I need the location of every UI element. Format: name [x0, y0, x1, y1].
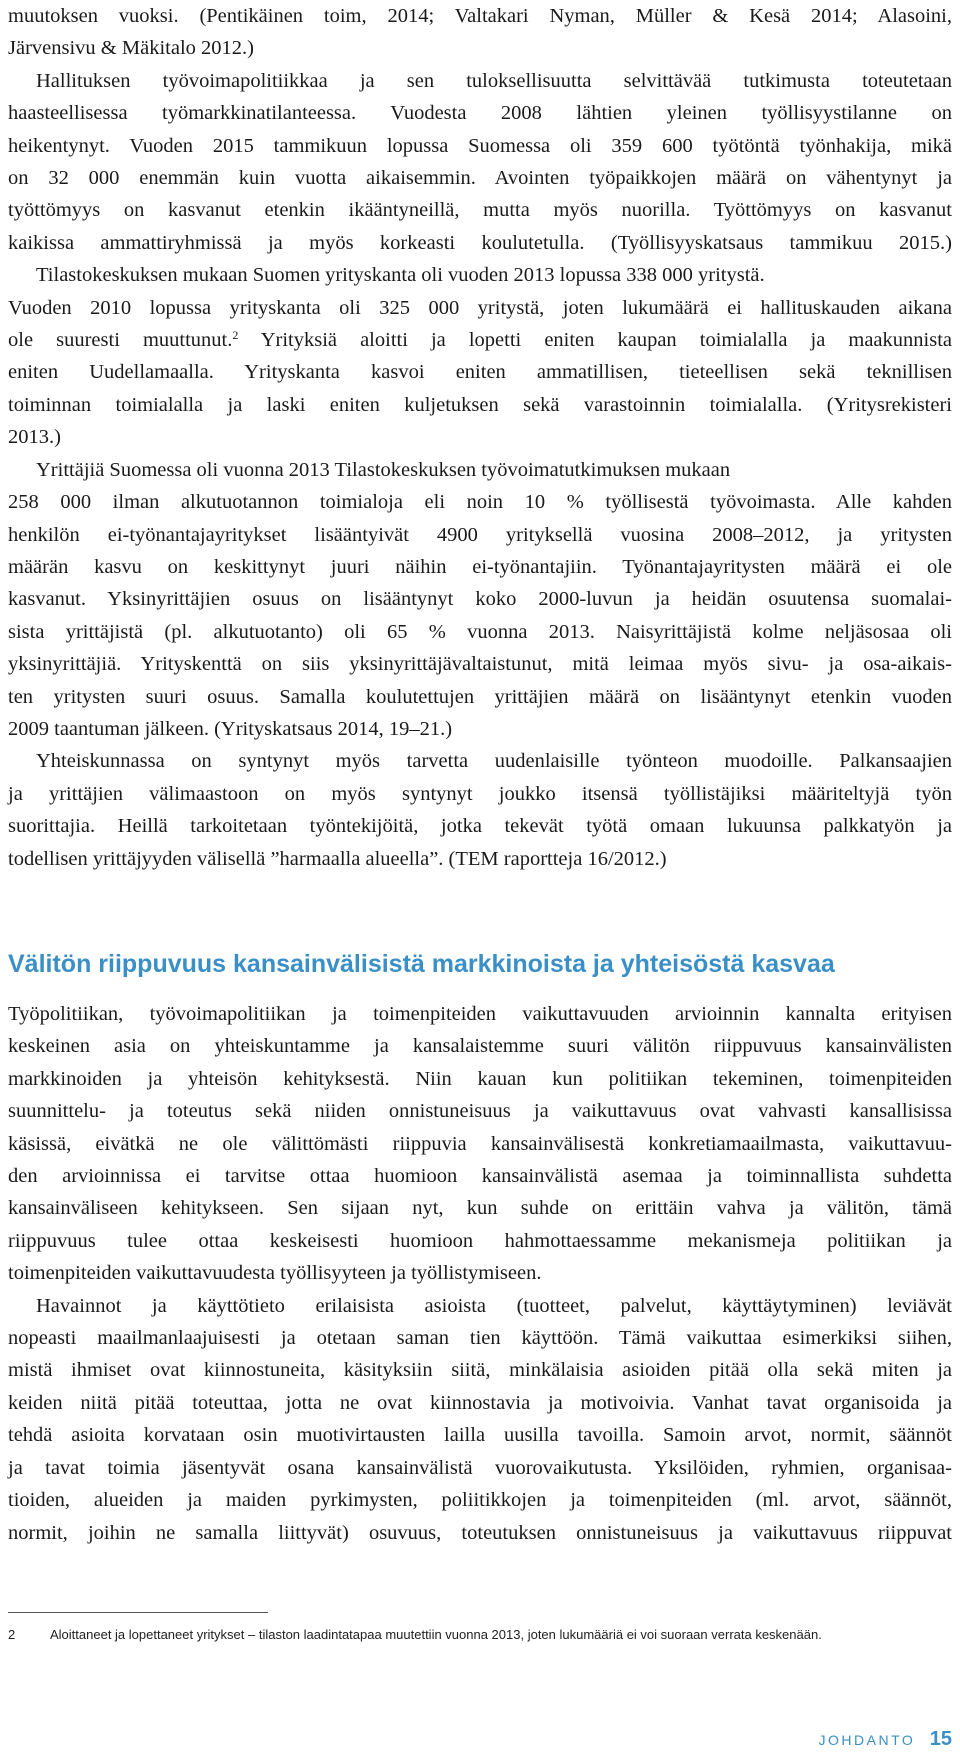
text-line: sista yrittäjistä (pl. alkutuotanto) oli 65 % vuonna 2013. Naisyrittäjistä kolme neljäsosaa oli — [8, 620, 952, 643]
section-heading: Välitön riippuvuus kansainvälisistä markkinoista ja yhteisöstä kasvaa — [8, 950, 835, 978]
text-line: muutoksen vuoksi. (Pentikäinen toim, 2014; Valtakari Nyman, Müller & Kesä 2014; Alasoini, — [8, 5, 952, 27]
paragraph-1 — [8, 0, 952, 65]
text-line: kansainväliseen kehitykseen. Sen sijaan nyt, kun suhde on erittäin vahva ja välitön, tämä — [8, 1197, 952, 1220]
text-line: den arvioinnissa ei tarvitse ottaa huomioon kansainvälistä asemaa ja toiminnallista suhdetta — [8, 1165, 952, 1188]
text-line: kasvanut. Yksinyrittäjien osuus on lisääntynyt koko 2000-luvun ja heidän osuutensa suomalai- — [8, 588, 952, 611]
text-line: haasteellisessa työmarkkinatilanteessa. Vuodesta 2008 lähtien yleinen työllisyystilanne on — [8, 102, 952, 125]
text-line: ja yrittäjien välimaastoon on myös syntynyt joukko itsensä työllistäjiksi määriteltyjä työn — [8, 782, 952, 805]
running-section-name: JOHDANTO — [818, 1732, 916, 1748]
text-line: eniten Uudellamaalla. Yrityskanta kasvoi eniten ammatillisen, tieteellisen sekä teknillisen — [8, 361, 952, 384]
text-line: henkilön ei-työnantajayritykset lisääntyivät 4900 yrityksellä vuosina 2008–2012, ja yritysten — [8, 523, 952, 546]
text-line: Järvensivu & Mäkitalo 2012.) — [8, 37, 254, 60]
text-line: 2009 taantuman jälkeen. (Yrityskatsaus 2014, 19–21.) — [8, 717, 453, 740]
text-line — [8, 324, 952, 356]
paragraph-3 — [8, 259, 952, 453]
text-line: todellisen yrittäjyyden välisellä ”harmaalla alueella”. (TEM raportteja 16/2012.) — [8, 847, 667, 870]
text-line: ja tavat toimia jäsentyvät osana kansainvälistä vuorovaikutusta. Yksilöiden, ryhmien, organisaa- — [8, 1456, 952, 1479]
text-line: 2013.) — [8, 426, 61, 449]
text-line: Työpolitiikan, työvoimapolitiikan ja toimenpiteiden vaikuttavuuden arvioinnin kannalta erityisen — [8, 1003, 952, 1025]
text-line: käsissä, eivätkä ne ole välittömästi riippuvia kansainvälisestä konkretiamaailmasta, vaikuttavuu- — [8, 1132, 952, 1155]
section-text — [8, 998, 952, 1549]
text-line: suunnittelu- ja toteutus sekä niiden onnistuneisuus ja vaikuttavuus ovat vahvasti kansallisissa — [8, 1100, 952, 1123]
paragraph-4 — [8, 454, 952, 746]
footnote — [8, 1626, 952, 1644]
text-fragment: Yrityksiä aloitti ja lopetti eniten kaupan toimialalla ja maakunnista — [238, 329, 952, 352]
paragraph-5 — [8, 745, 952, 875]
footnote-reference[interactable]: 2 — [232, 328, 239, 343]
footnote-text: Aloittaneet ja lopettaneet yritykset – tilaston laadintatapaa muutettiin vuonna 2013, joten lukumääriä ei voi suoraan verrata keskenään. — [50, 1627, 822, 1642]
footnote-divider — [8, 1612, 268, 1613]
main-text — [8, 0, 952, 875]
text-line: nopeasti maailmanlaajuisesti ja otetaan saman tien käyttöön. Tämä vaikuttaa esimerkiksi siihen, — [8, 1327, 952, 1350]
text-line: Yrittäjiä Suomessa oli vuonna 2013 Tilastokeskuksen työvoimatutkimuksen mukaan — [36, 458, 731, 481]
paragraph-2 — [8, 65, 952, 259]
text-line: tioiden, alueiden ja maiden pyrkimysten, poliitikkojen ja toimenpiteiden (ml. arvot, säännöt, — [8, 1489, 952, 1512]
footnote-number: 2 — [8, 1627, 16, 1642]
text-line: keiden niitä pitää toteuttaa, jotta ne ovat kiinnostavia ja motivoivia. Vanhat tavat organisoida ja — [8, 1391, 952, 1414]
text-line: Yhteiskunnassa on syntynyt myös tarvetta uudenlaisille työnteon muodoille. Palkansaajien — [36, 750, 952, 773]
section-paragraph-2 — [8, 1290, 952, 1549]
text-line: 258 000 ilman alkutuotannon toimialoja eli noin 10 % työllisestä työvoimasta. Alle kahden — [8, 491, 952, 514]
text-fragment: ole suuresti muuttunut. — [8, 329, 233, 352]
section-paragraph-1 — [8, 998, 952, 1290]
page-number: 15 — [929, 1728, 952, 1750]
text-line: Vuoden 2010 lopussa yrityskanta oli 325 000 yritystä, joten lukumäärä ei hallituskauden aikana — [8, 296, 952, 319]
text-line: Tilastokeskuksen mukaan Suomen yrityskanta oli vuoden 2013 lopussa 338 000 yritystä. — [36, 264, 765, 287]
text-line: toimenpiteiden vaikuttavuudesta työllisyyteen ja työllistymiseen. — [8, 1262, 542, 1285]
text-line: riippuvuus tulee ottaa keskeisesti huomioon hahmottaessamme mekanismeja politiikan ja — [8, 1229, 952, 1252]
text-line: markkinoiden ja yhteisön kehityksestä. Niin kauan kun politiikan tekeminen, toimenpiteiden — [8, 1067, 952, 1090]
text-line: Hallituksen työvoimapolitiikkaa ja sen tuloksellisuutta selvittävää tutkimusta toteutetaan — [36, 69, 952, 92]
text-line: keskeinen asia on yhteiskuntamme ja kansalaistemme suuri välitön riippuvuus kansainvälisten — [8, 1035, 952, 1058]
text-line: heikentynyt. Vuoden 2015 tammikuun lopussa Suomessa oli 359 600 työtöntä työnhakija, mikä — [8, 134, 952, 157]
text-line: normit, joihin ne samalla liittyvät) osuvuus, toteutuksen onnistuneisuus ja vaikuttavuus riippuvat — [8, 1521, 952, 1544]
text-line: tehdä asioita korvataan osin muotivirtausten lailla uusilla tavoilla. Samoin arvot, normit, säännöt — [8, 1424, 952, 1447]
text-line: yksinyrittäjiä. Yrityskenttä on siis yksinyrittäjävaltaistunut, mitä leimaa myös sivu- ja osa-aikais- — [8, 653, 952, 676]
text-line: mistä ihmiset ovat kiinnostuneita, käsityksiin siitä, minkälaisia asioiden pitää olla sekä miten ja — [8, 1359, 952, 1382]
text-line: kaikissa ammattiryhmissä ja myös korkeasti koulutetulla. (Työllisyyskatsaus tammikuu 2015.) — [8, 231, 952, 254]
text-line: määrän kasvu on keskittynyt juuri näihin ei-työnantajiin. Työnantajayritysten määrä ei ole — [8, 555, 952, 578]
text-line: ten yritysten suuri osuus. Samalla koulutettujen yrittäjien määrä on lisääntynyt etenkin vuoden — [8, 685, 952, 708]
text-line: on 32 000 enemmän kuin vuotta aikaisemmin. Avointen työpaikkojen määrä on vähentynyt ja — [8, 167, 952, 190]
page-footer — [819, 1728, 952, 1751]
text-line: suorittajia. Heillä tarkoitetaan työntekijöitä, jotka tekevät työtä omaan lukuunsa palkkatyön ja — [8, 815, 952, 838]
text-line: Havainnot ja käyttötieto erilaisista asioista (tuotteet, palvelut, käyttäytyminen) leviävät — [36, 1294, 952, 1317]
text-line: toiminnan toimialalla ja laski eniten kuljetuksen sekä varastoinnin toimialalla. (Yritysrekisteri — [8, 393, 952, 416]
text-line: työttömyys on kasvanut etenkin ikääntyneillä, mutta myös nuorilla. Työttömyys on kasvanut — [8, 199, 952, 222]
